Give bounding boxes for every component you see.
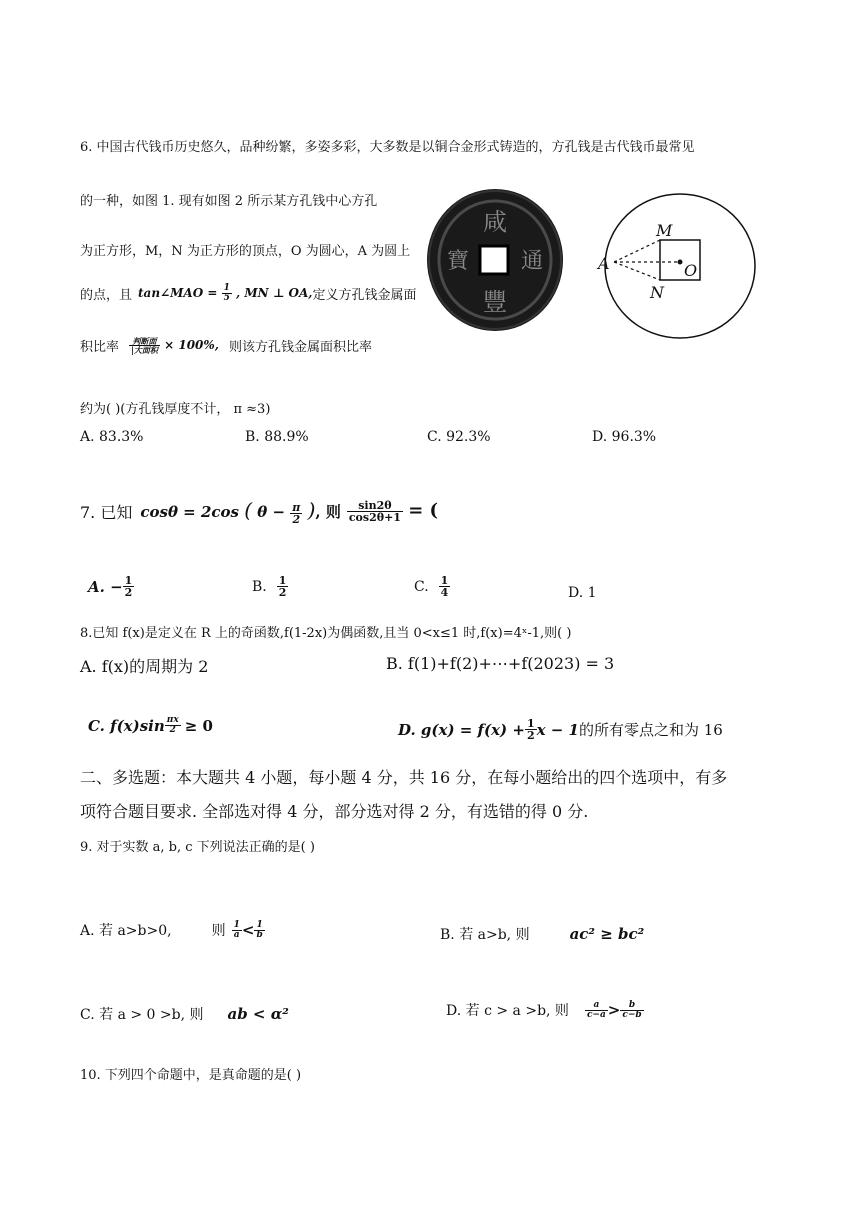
q9-option-d-frac-2 xyxy=(620,1001,643,1020)
q8-option-b: B. f(1)+f(2)+⋯+f(2023) = 3 xyxy=(386,654,615,673)
q9-option-a-n1: 1 xyxy=(233,919,240,930)
q9-option-b-b: ac² ≥ bc² xyxy=(569,925,645,943)
q7-option-a-fraction xyxy=(123,575,135,598)
q7-tail: = ( xyxy=(408,499,439,521)
q9-option-b xyxy=(440,924,644,944)
q9-option-a xyxy=(80,920,265,940)
q6-line-4 xyxy=(80,284,417,303)
q9-option-a-a: A. 若 a>b>0, xyxy=(80,923,172,939)
label-n: N xyxy=(650,283,664,302)
q6-ratio-rest: × 100%, xyxy=(164,338,219,352)
q7-target-num: sin2θ xyxy=(347,500,403,512)
q6-line-5 xyxy=(80,336,372,355)
q6-ratio-fraction xyxy=(129,337,160,354)
q8-option-c-den: 2 xyxy=(169,725,176,735)
q7-option-c-label: C. xyxy=(414,578,429,595)
q7-stem xyxy=(80,498,438,525)
q7-option-c-fraction xyxy=(439,575,451,598)
q8-stem: 8.已知 f(x)是定义在 R 上的奇函数,f(1-2x)为偶函数,且当 0<x≤1 时,f(x)=4ˣ-1,则( ) xyxy=(80,626,572,641)
q9-option-d-n1: a xyxy=(585,1001,608,1011)
q9-option-d-d1: c−a xyxy=(586,1009,606,1020)
q8-option-c-a: C. f(x)sin xyxy=(88,716,165,735)
label-m: M xyxy=(656,221,673,240)
q9-option-d-a: D. 若 c > a >b, 则 xyxy=(446,1003,569,1019)
q6-ratio-expression xyxy=(129,337,219,354)
section2-line-1: 二、多选题：本大题共 4 小题，每小题 4 分，共 16 分，在每小题给出的四个选项中，有多 xyxy=(80,768,728,787)
q8-option-d-fraction xyxy=(525,718,537,741)
q9-option-c-a: C. 若 a > 0 >b, 则 xyxy=(80,1007,204,1023)
q9-option-a-d1: a xyxy=(233,929,240,940)
q9-option-c xyxy=(80,1004,289,1024)
q6-option-c: C. 92.3% xyxy=(427,429,491,445)
q10-stem: 10. 下列四个命题中，是真命题的是( ) xyxy=(80,1068,302,1083)
q9-option-c-b: ab < α² xyxy=(227,1005,289,1023)
q7-option-c-den: 4 xyxy=(440,586,449,599)
q7-option-a-label: A. − xyxy=(88,577,123,596)
q7-option-a-den: 2 xyxy=(124,586,133,599)
q6-line-5-prefix: 积比率 xyxy=(80,340,120,355)
q9-option-a-lt: < xyxy=(241,921,255,939)
coin-char-top: 咸 xyxy=(483,208,507,236)
q7-pi-num: π xyxy=(292,500,301,514)
q9-option-a-d2: b xyxy=(256,929,263,940)
q7-target-den: cos2θ+1 xyxy=(348,511,401,524)
q7-target-fraction xyxy=(347,500,403,523)
q6-tan-expression xyxy=(138,284,312,303)
q8-option-a: A. f(x)的周期为 2 xyxy=(80,657,209,676)
q6-option-d: D. 96.3% xyxy=(592,429,657,445)
q9-option-d-gt: > xyxy=(607,1001,621,1019)
q8-option-c-num: πx xyxy=(166,715,179,725)
q6-line-4-suffix: 定义方孔钱金属面 xyxy=(312,288,417,303)
q7-theta: θ − xyxy=(257,503,286,521)
q7-option-b-num: 1 xyxy=(278,574,287,587)
label-a: A xyxy=(598,254,610,273)
q9-option-d xyxy=(446,1000,644,1020)
q9-stem: 9. 对于实数 a, b, c 下列说法正确的是( ) xyxy=(80,840,315,855)
q9-option-d-d2: c−b xyxy=(622,1009,642,1020)
q7-pi-den: 2 xyxy=(292,512,301,526)
q7-option-b-fraction xyxy=(277,575,289,598)
q8-option-d-num: 1 xyxy=(526,717,535,730)
q9-option-a-frac-2 xyxy=(254,921,264,940)
q7-paren-close: ) xyxy=(307,498,316,522)
q9-option-a-frac-1 xyxy=(232,921,242,940)
q6-line-6: 约为( )(方孔钱厚度不计， π ≈3) xyxy=(80,402,271,417)
q6-option-a: A. 83.3% xyxy=(80,429,144,445)
q9-option-d-n2: b xyxy=(620,1001,643,1011)
q7-option-d: D. 1 xyxy=(568,585,597,601)
q7-target xyxy=(347,500,438,524)
q8-option-c-fraction xyxy=(165,716,181,735)
q9-option-d-frac-1 xyxy=(585,1001,608,1020)
q8-option-c xyxy=(88,716,213,735)
q7-option-c-num: 1 xyxy=(440,574,449,587)
q6-line-3: 为正方形，M，N 为正方形的顶点，O 为圆心，A 为圆上 xyxy=(80,244,411,259)
q6-ratio-den: |大面积 xyxy=(131,345,158,355)
q6-tan-num: 1 xyxy=(223,283,230,293)
q7-paren-open: ( xyxy=(244,498,253,522)
q7-option-c xyxy=(414,575,450,598)
label-o: O xyxy=(684,261,698,280)
q8-option-d xyxy=(398,718,723,741)
coin-char-right: 通 xyxy=(520,249,544,274)
q9-option-b-a: B. 若 a>b, 则 xyxy=(440,927,530,943)
section2-line-2: 项符合题目要求. 全部选对得 4 分，部分选对得 2 分，有选错的得 0 分. xyxy=(80,802,589,821)
q8-option-d-b: x − 1 xyxy=(536,720,579,739)
q7-pi-fraction xyxy=(290,502,302,525)
q8-option-d-den: 2 xyxy=(526,729,535,742)
coin-figure xyxy=(424,186,566,334)
q6-line-4-prefix: 的点，且 xyxy=(80,288,133,303)
q7-expr: cosθ = 2cos xyxy=(140,503,239,521)
q7-prefix: 7. 已知 xyxy=(80,502,133,522)
q6-line-1: 6. 中国古代钱币历史悠久，品种纷繁，多姿多彩，大多数是以铜合金形式铸造的，方孔钱是古代钱币最常见 xyxy=(80,140,695,155)
coin-char-bottom: 豐 xyxy=(483,288,507,316)
q7-option-a xyxy=(88,575,134,598)
q7-option-b-den: 2 xyxy=(278,586,287,599)
q8-option-c-b: ≥ 0 xyxy=(184,716,213,735)
q6-ratio-num: 判断面 xyxy=(129,337,160,346)
q6-tan-fraction xyxy=(222,284,232,303)
q7-option-b-label: B. xyxy=(252,578,267,595)
q9-option-a-b: 则 xyxy=(211,923,226,939)
q7-option-a-num: 1 xyxy=(124,574,133,587)
q6-tan-rest: , MN ⊥ OA, xyxy=(236,286,313,300)
geometry-figure xyxy=(592,190,764,342)
q7-option-b xyxy=(252,575,288,598)
q8-option-d-a: D. g(x) = f(x) + xyxy=(398,720,525,739)
q8-option-d-c: 的所有零点之和为 16 xyxy=(579,721,723,739)
q9-option-a-n2: 1 xyxy=(254,921,264,931)
q6-tan-den: 5 xyxy=(223,293,230,303)
q7-expression xyxy=(140,498,315,525)
q6-line-2: 的一种，如图 1. 现有如图 2 所示某方孔钱中心方孔 xyxy=(80,194,378,209)
q6-line-5-suffix: 则该方孔钱金属面积比率 xyxy=(229,340,373,355)
coin-char-left: 寶 xyxy=(446,249,470,274)
q7-mid: , 则 xyxy=(315,502,341,521)
q6-tan-label: tan∠MAO = xyxy=(138,286,218,300)
q6-option-b: B. 88.9% xyxy=(245,429,309,445)
